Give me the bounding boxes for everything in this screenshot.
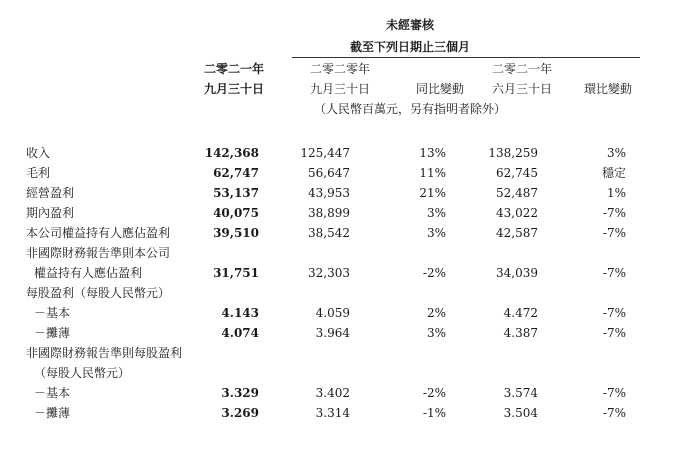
group-subtitle: 截至下列日期止三個月 [349,40,470,54]
value-qoq: 3% [606,146,626,160]
value-2021-q2: 62,745 [496,166,538,180]
col-header-2020-q3-line1: 二零二零年 [309,62,370,76]
value-yoy: 3% [426,206,446,220]
group-underline [292,57,640,58]
col-header-2021-q2-line1: 二零二一年 [491,62,552,76]
col-header-2020-q3-line2: 九月三十日 [309,82,370,96]
value-2021-q3: 4.074 [221,326,259,340]
value-2021-q2: 34,039 [496,266,538,280]
value-qoq: -7% [602,306,626,320]
value-2020-q3: 38,542 [308,226,350,240]
row-label: 非國際財務報告準則每股盈利 [26,346,183,360]
value-2020-q3: 3.314 [315,406,350,420]
value-yoy: 21% [419,186,446,200]
value-2021-q3: 53,137 [213,186,259,200]
col-header-yoy: 同比變動 [415,82,464,96]
value-2021-q3: 62,747 [213,166,259,180]
value-2020-q3: 43,953 [308,186,350,200]
value-2021-q2: 43,022 [496,206,538,220]
value-2021-q2: 52,487 [496,186,538,200]
row-label: 本公司權益持有人應佔盈利 [26,226,171,240]
row-label: 每股盈利（每股人民幣元） [26,286,171,300]
value-2021-q2: 4.472 [503,306,538,320]
row-label: －攤薄 [34,406,71,420]
value-qoq: -7% [602,326,626,340]
value-qoq: -7% [602,406,626,420]
row-label-continued: （每股人民幣元） [34,366,131,380]
value-2020-q3: 125,447 [300,146,350,160]
value-2021-q2: 138,259 [488,146,538,160]
unit-note: （人民幣百萬元，另有指明者除外） [313,102,506,116]
value-2020-q3: 38,899 [308,206,350,220]
value-2020-q3: 3.964 [315,326,350,340]
value-yoy: 2% [426,306,446,320]
value-2021-q3: 3.329 [221,386,259,400]
row-label: －攤薄 [34,326,71,340]
value-yoy: -1% [422,406,446,420]
value-2021-q3: 31,751 [213,266,259,280]
value-2021-q2: 3.574 [503,386,538,400]
value-2021-q3: 3.269 [221,406,259,420]
row-label: 非國際財務報告準則本公司 [26,246,171,260]
value-2020-q3: 3.402 [315,386,350,400]
value-yoy: 13% [419,146,446,160]
value-qoq: -7% [602,206,626,220]
row-label: －基本 [34,386,71,400]
value-yoy: 11% [419,166,446,180]
col-header-2021-q3-line1: 二零二一年 [203,62,264,76]
value-yoy: 3% [426,226,446,240]
row-label: 期內盈利 [26,206,75,220]
value-qoq: -7% [602,226,626,240]
value-2021-q3: 40,075 [213,206,259,220]
value-2021-q2: 4.387 [503,326,538,340]
value-qoq: -7% [602,386,626,400]
value-2021-q3: 39,510 [213,226,259,240]
value-2021-q3: 4.143 [221,306,259,320]
row-label: 經營盈利 [26,186,75,200]
value-2021-q3: 142,368 [204,146,259,160]
value-yoy: -2% [422,266,446,280]
value-yoy: -2% [422,386,446,400]
value-2020-q3: 56,647 [308,166,350,180]
value-qoq: 1% [606,186,626,200]
value-yoy: 3% [426,326,446,340]
value-qoq: 穩定 [601,166,626,180]
row-label-continued: 權益持有人應佔盈利 [34,266,143,280]
group-title: 未經審核 [385,18,434,32]
col-header-qoq: 環比變動 [583,82,632,96]
value-2020-q3: 4.059 [315,306,350,320]
value-2021-q2: 3.504 [503,406,538,420]
row-label: 毛利 [26,166,51,180]
row-label: 收入 [26,146,51,160]
value-qoq: -7% [602,266,626,280]
value-2021-q2: 42,587 [496,226,538,240]
col-header-2021-q3-line2: 九月三十日 [203,82,264,96]
col-header-2021-q2-line2: 六月三十日 [491,82,552,96]
row-label: －基本 [34,306,71,320]
value-2020-q3: 32,303 [308,266,350,280]
